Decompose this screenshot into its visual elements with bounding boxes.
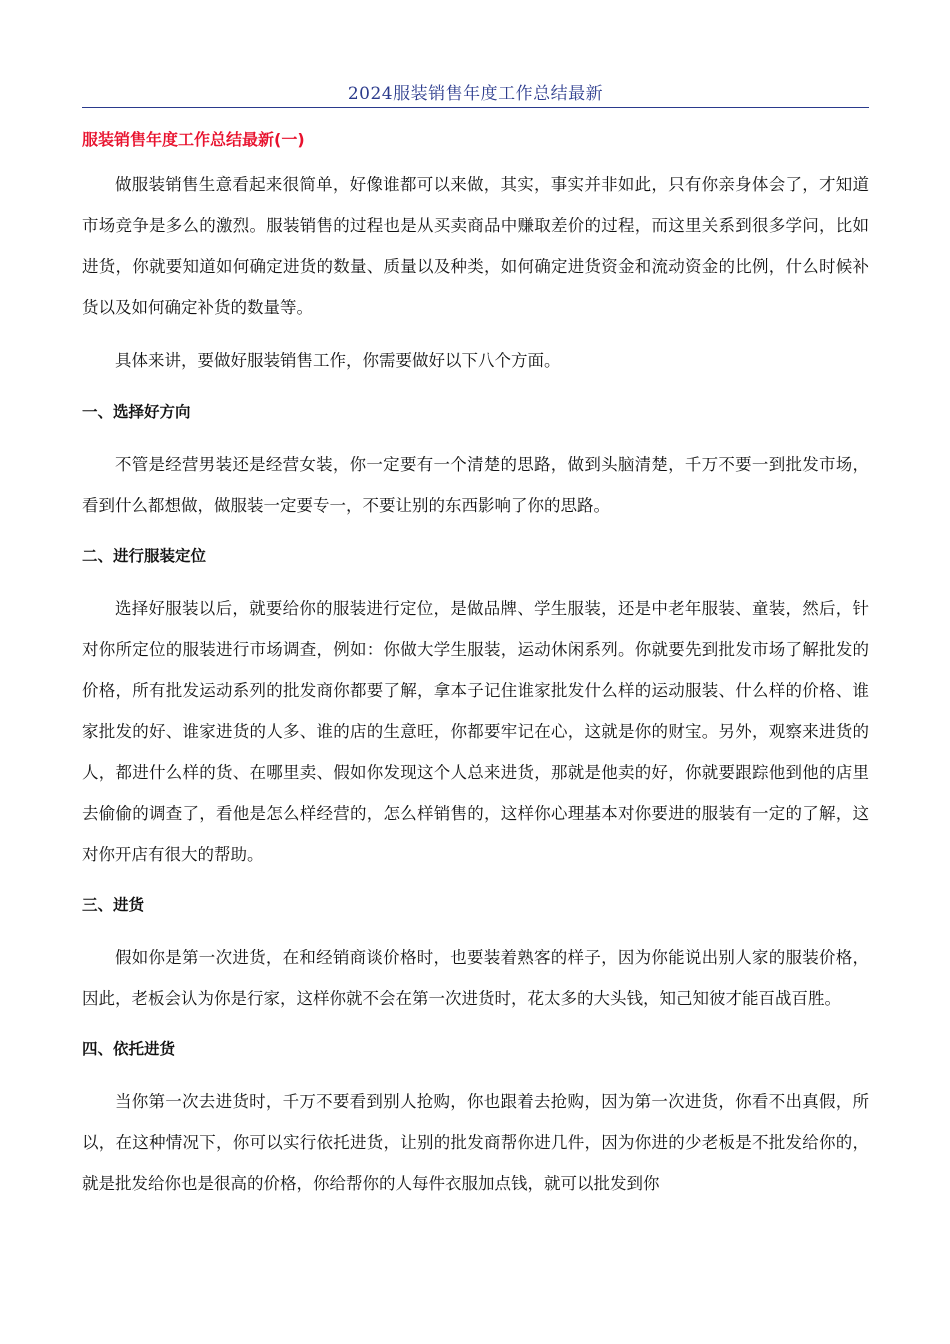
document-title: 服装销售年度工作总结最新(一) <box>82 130 305 149</box>
section-body-positioning: 选择好服装以后，就要给你的服装进行定位，是做品牌、学生服装，还是中老年服装、童装，然后，针对你所定位的服装进行市场调查，例如：你做大学生服装，运动休闲系列。你就要先到批发市场了解批发的价格，所有批发运动系列的批发商你都要了解，拿本子记住谁家批发什么样的运动服装、什么样的价格、谁家批发的好、谁家进货的人多、谁的店的生意旺，你都要牢记在心，这就是你的财宝。另外，观察来进货的人，都进什么样的货、在哪里卖、假如你发现这个人总来进货，那就是他卖的好，你就要跟踪他到他的店里去偷偷的调查了，看他是怎么样经营的，怎么样销售的，这样你心理基本对你要进的服装有一定的了解，这对你开店有很大的帮助。 <box>82 599 869 864</box>
section-heading-proxy-purchasing: 四、依托进货 <box>82 1040 176 1058</box>
section-heading-positioning: 二、进行服装定位 <box>82 547 207 565</box>
section-body-direction: 不管是经营男装还是经营女装，你一定要有一个清楚的思路，做到头脑清楚，千万不要一到批发市场，看到什么都想做，做服装一定要专一，不要让别的东西影响了你的思路。 <box>82 455 869 515</box>
document-page <box>82 0 869 1204</box>
intro-paragraph: 做服装销售生意看起来很简单，好像谁都可以来做，其实，事实并非如此，只有你亲身体会了，才知道市场竞争是多么的激烈。服装销售的过程也是从买卖商品中赚取差价的过程，而这里关系到很多学问，比如进货，你就要知道如何确定进货的数量、质量以及种类，如何确定进货资金和流动资金的比例，什么时候补货以及如何确定补货的数量等。 <box>82 175 869 317</box>
section-body-proxy-purchasing: 当你第一次去进货时，千万不要看到别人抢购，你也跟着去抢购，因为第一次进货，你看不出真假，所以，在这种情况下，你可以实行依托进货，让别的批发商帮你进几件，因为你进的少老板是不批发给你的，就是批发给你也是很高的价格，你给帮你的人每件衣服加点钱，就可以批发到你 <box>82 1092 869 1193</box>
section-heading-direction: 一、选择好方向 <box>82 403 191 421</box>
running-header: 2024服装销售年度工作总结最新 <box>82 81 869 108</box>
section-body-purchasing: 假如你是第一次进货，在和经销商谈价格时，也要装着熟客的样子，因为你能说出别人家的服装价格，因此，老板会认为你是行家，这样你就不会在第一次进货时，花太多的大头钱，知己知彼才能百战百胜。 <box>82 948 869 1008</box>
summary-paragraph: 具体来讲，要做好服装销售工作，你需要做好以下八个方面。 <box>115 351 561 370</box>
section-heading-purchasing: 三、进货 <box>82 896 145 914</box>
